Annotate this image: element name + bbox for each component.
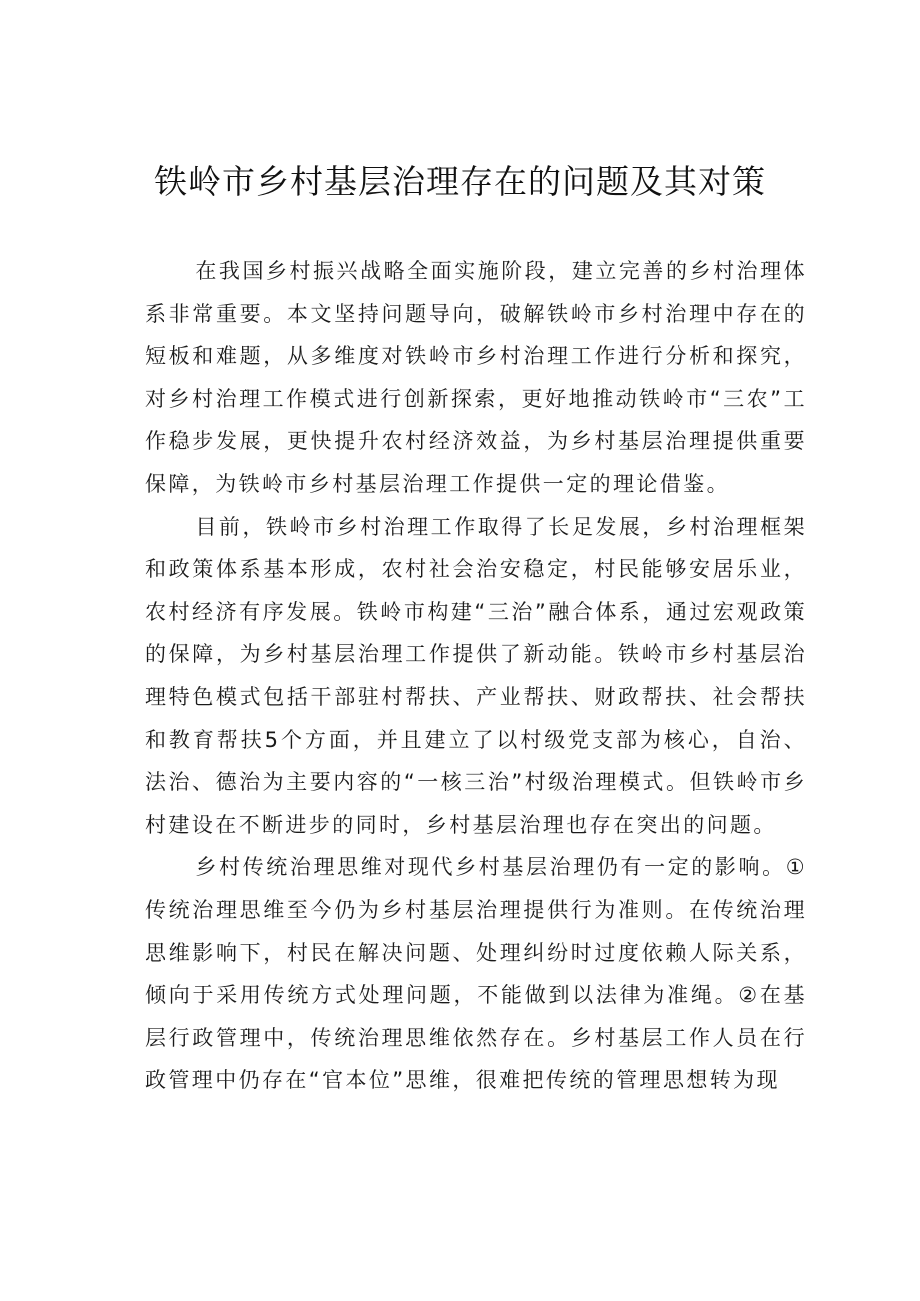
document-title: 铁岭市乡村基层治理存在的问题及其对策 xyxy=(154,162,766,201)
paragraph-current-status: 目前，铁岭市乡村治理工作取得了长足发展，乡村治理框架和政策体系基本形成，农村社会治安稳定，村民能够安居乐业，农村经济有序发展。铁岭市构建“三治”融合体系，通过宏观政策的保障，为乡村基层治理工作提供了新动能。铁岭市乡村基层治理特色模式包括干部驻村帮扶、产业帮扶、财政帮扶、社会帮扶和教育帮扶5个方面，并且建立了以村级党支部为核心，自治、法治、德治为主要内容的“一核三治”村级治理模式。但铁岭市乡村建设在不断进步的同时，乡村基层治理也存在突出的问题。 xyxy=(145,514,807,837)
paragraph-traditional-thinking: 乡村传统治理思维对现代乡村基层治理仍有一定的影响。①传统治理思维至今仍为乡村基层治理提供行为准则。在传统治理思维影响下，村民在解决问题、处理纠纷时过度依赖人际关系，倾向于采用传统方式处理问题，不能做到以法律为准绳。②在基层行政管理中，传统治理思维依然存在。乡村基层工作人员在行政管理中仍存在“官本位”思维，很难把传统的管理思想转为现 xyxy=(145,855,807,1093)
document-body xyxy=(145,250,807,1102)
paragraph-introduction: 在我国乡村振兴战略全面实施阶段，建立完善的乡村治理体系非常重要。本文坚持问题导向，破解铁岭市乡村治理中存在的短板和难题，从多维度对铁岭市乡村治理工作进行分析和探究，对乡村治理工作模式进行创新探索，更好地推动铁岭市“三农”工作稳步发展，更快提升农村经济效益，为乡村基层治理提供重要保障，为铁岭市乡村基层治理工作提供一定的理论借鉴。 xyxy=(145,259,807,496)
